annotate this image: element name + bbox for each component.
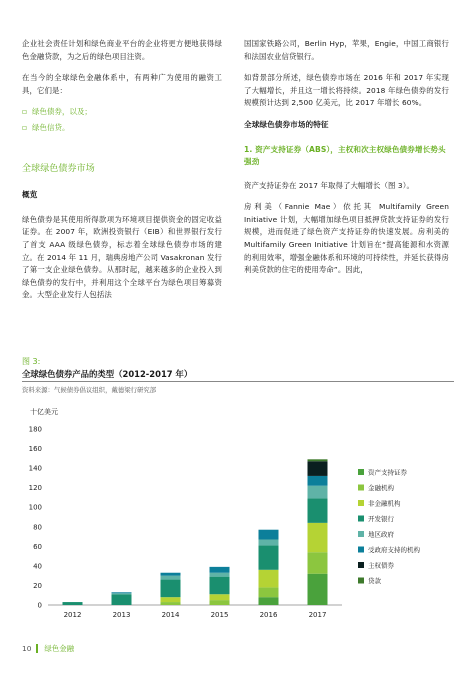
legend-swatch	[358, 485, 364, 491]
legend-label: 地区政府	[368, 530, 394, 539]
page-number: 10	[22, 644, 32, 653]
bar-segment	[308, 476, 328, 486]
legend-label: 主权债券	[368, 561, 394, 570]
paragraph: 企业社会责任计划和绿色商业平台的企业将更方便地获得绿色金融贷款，为之后的绿色项目注资。	[22, 39, 222, 61]
list-item: ▫ 绿色信贷。	[22, 122, 222, 135]
bar-segment	[210, 573, 230, 577]
bullet-icon: ▫	[22, 122, 28, 132]
bar-segment	[210, 600, 230, 605]
bar-segment	[259, 570, 279, 588]
legend-swatch	[358, 562, 364, 568]
y-tick-label: 40	[33, 562, 42, 571]
bar-segment	[161, 580, 181, 598]
overview-heading: 概览	[22, 190, 38, 200]
legend-swatch	[358, 547, 364, 553]
list-item: ▫ 绿色债券，以及；	[22, 106, 222, 119]
right-column	[244, 38, 449, 286]
footer-section: 绿色金融	[44, 644, 74, 653]
y-tick-label: 80	[33, 523, 42, 532]
y-axis-label: 十亿美元	[30, 408, 58, 416]
bar-segment	[63, 602, 83, 605]
legend-swatch	[358, 469, 364, 475]
y-tick-label: 120	[28, 484, 42, 493]
x-tick-label: 2012	[63, 611, 82, 619]
chart-axis	[29, 426, 342, 620]
y-tick-label: 60	[33, 542, 42, 551]
legend-swatch	[358, 531, 364, 537]
y-tick-label: 0	[37, 601, 42, 610]
x-tick-label: 2016	[259, 611, 278, 619]
footer	[22, 643, 74, 654]
bar-segment	[308, 574, 328, 605]
bar-segment	[308, 498, 328, 522]
y-tick-label: 180	[28, 425, 42, 434]
bar-segment	[308, 461, 328, 476]
legend-swatch	[358, 578, 364, 584]
bar-segment	[308, 552, 328, 574]
legend-label: 非金融机构	[368, 499, 401, 508]
bar-segment	[161, 597, 181, 602]
divider	[22, 381, 454, 382]
stacked-bar-chart	[0, 396, 476, 636]
legend-label: 受政府支持的机构	[368, 546, 420, 554]
paragraph: 在当今的全球绿色金融体系中，有两种广为使用的融资工具，它们是：	[22, 73, 222, 95]
bar-segment	[161, 573, 181, 576]
paragraph: 绿色债券是其使用所得款项为环境项目提供资金的固定收益证券。在 2007 年，欧洲投资银行（EIB）和世界银行发行了首支 AAA 级绿色债券，标志着全球绿色债券市场的建立。在 2014 年 11 月，瑞典房地产公司 Vasakronan 发行了第一支企业绿色债券。从那时起，越来越多的企业投入到绿色债券的发行中，并利用这个全球平台为绿色项目筹募资金。大型企业发行人包括法	[22, 214, 222, 300]
x-tick-label: 2013	[112, 611, 131, 619]
paragraph: 资产支持证券在 2017 年取得了大幅增长（图 3）。	[244, 180, 414, 190]
chart-legend	[358, 468, 421, 586]
y-tick-label: 160	[28, 445, 42, 454]
bar-segment	[259, 539, 279, 545]
legend-swatch	[358, 500, 364, 506]
footer-divider	[36, 644, 38, 653]
y-tick-label: 100	[28, 503, 42, 512]
bar-segment	[308, 523, 328, 552]
figure-source: 资料来源：气候债券倡议组织，戴德梁行研究部	[22, 386, 157, 394]
bar-segment	[308, 486, 328, 499]
x-tick-label: 2015	[210, 611, 229, 619]
figure-title: 全球绿色债券产品的类型（2012-2017 年）	[22, 369, 193, 379]
y-tick-label: 140	[28, 464, 42, 473]
section-heading: 全球绿色债券市场	[22, 163, 95, 174]
legend-label: 金融机构	[368, 484, 394, 492]
x-tick-label: 2014	[161, 611, 180, 619]
bar-segment	[112, 594, 132, 605]
features-heading: 全球绿色债券市场的特征	[244, 119, 329, 129]
legend-label: 资产支持证券	[368, 468, 407, 477]
figure-label: 图 3:	[22, 357, 41, 366]
legend-swatch	[358, 516, 364, 522]
paragraph: 如背景部分所述，绿色债券市场在 2016 年和 2017 年实现了大幅增长，并且这一增长将持续。2018 年绿色债券的发行规模预计达到 2,500 亿美元，比 2017 年增长 60%。	[244, 73, 449, 108]
x-tick-label: 2017	[308, 611, 327, 619]
legend-label: 贷款	[368, 577, 381, 585]
paragraph: 房利美（Fannie Mae）依托其 Multifamily Green Initiative 计划，大幅增加绿色项目抵押贷款支持证券的发行规模，进而促进了绿色资产支持证券的快速发展。房利美的 Multifamily Green Initiative 计划旨在“提高能源和水资源的利用效率，增强金融体系和环境的可持续性，并延长获得房利美贷款的住宅的使用寿命”。因此，	[244, 202, 449, 275]
chart-bars	[63, 459, 328, 605]
bar-segment	[210, 594, 230, 600]
bar-segment	[210, 577, 230, 595]
bar-segment	[259, 530, 279, 540]
bar-segment	[161, 576, 181, 580]
bar-segment	[161, 602, 181, 605]
bar-segment	[112, 593, 132, 594]
bar-segment	[259, 587, 279, 597]
bullet-icon: ▫	[22, 107, 28, 117]
bar-segment	[308, 459, 328, 461]
bar-segment	[210, 567, 230, 573]
legend-label: 开发银行	[368, 515, 394, 523]
bar-segment	[259, 597, 279, 605]
sub-heading: 1. 资产支持证券（ABS），主权和次主权绿色债券增长势头强劲	[244, 144, 446, 166]
y-tick-label: 20	[33, 581, 42, 590]
bar-segment	[112, 592, 132, 593]
paragraph: 国国家铁路公司，Berlin Hyp，苹果，Engie，中国工商银行和法国农业信贷银行。	[244, 39, 449, 61]
left-column	[22, 38, 222, 311]
bar-segment	[259, 545, 279, 569]
